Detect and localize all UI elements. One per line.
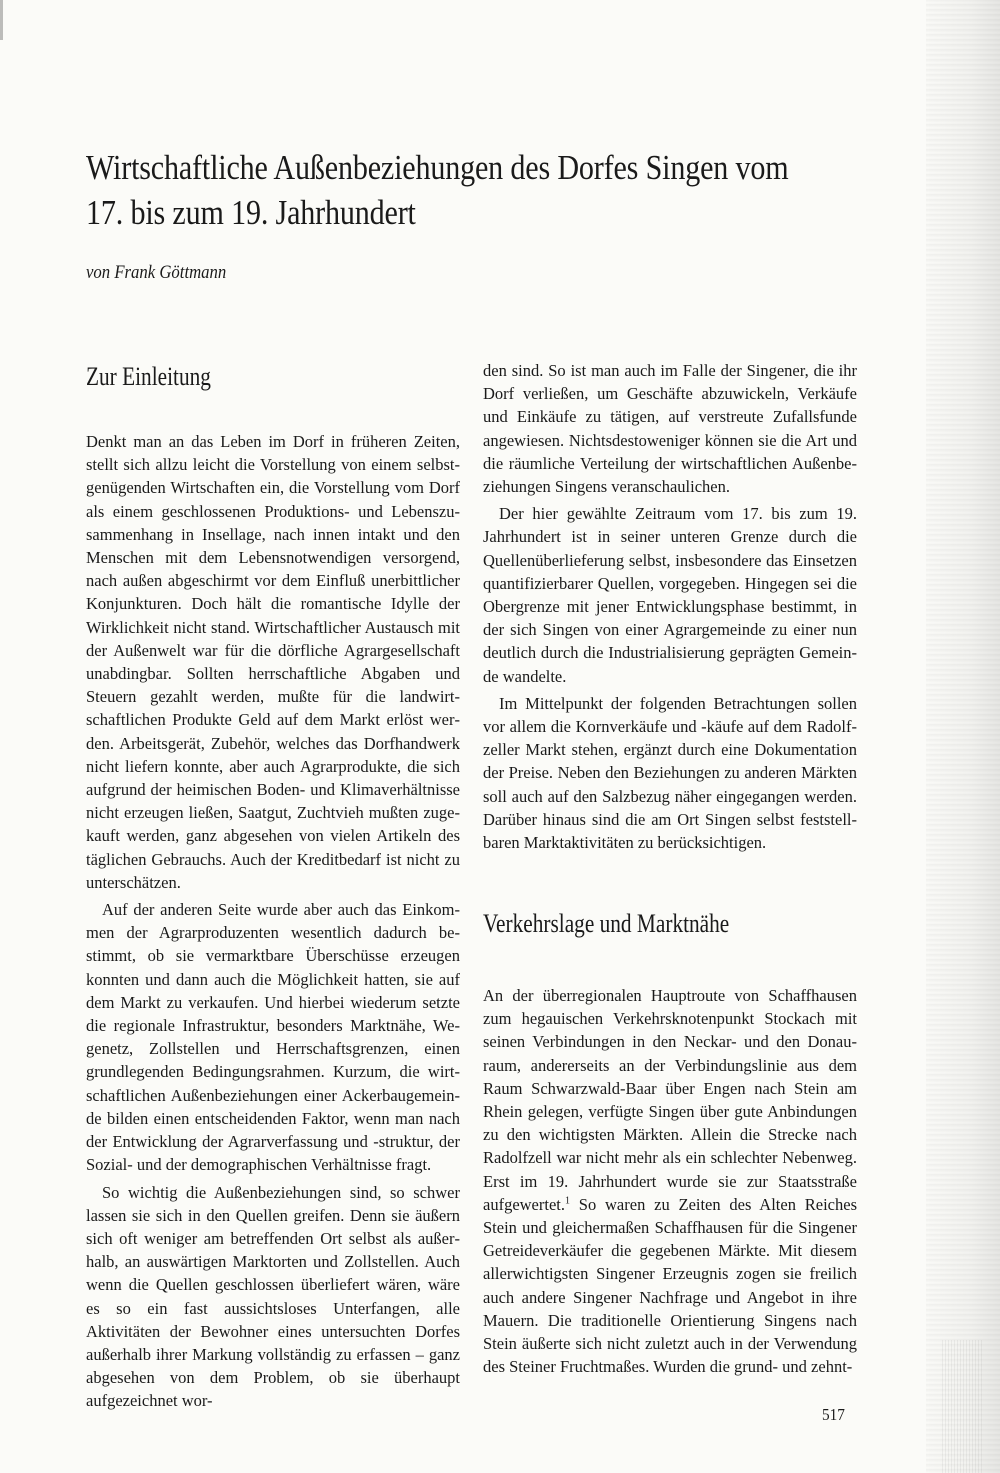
- paragraph: [483, 984, 857, 1378]
- paragraph: So wichtig die Außenbeziehungen sind, so schwer lassen sie sich in den Quellen greifen. Denn sie äußern sich oft weniger am betreffenden Ort selbst als außerhalb, an auswärtigen Marktorten und Zollstellen. Auch wenn die Quellen geschlossen überliefert wären, wäre es so ein fast aussichtsloses Unterfangen, alle Aktivitäten der Bewohner eines untersuchten Dorfes außerhalb ihrer Markung vollständig zu erfassen – ganz abgesehen von dem Problem, ob sie überhaupt aufgezeichnet wor-: [86, 1182, 460, 1411]
- scan-edge-noise: [942, 1340, 982, 1473]
- paragraph: Auf der anderen Seite wurde aber auch das Einkommen der Agrarproduzenten wesentlich dadurch bestimmt, ob sie vermarktbare Überschüsse erzeugen konnten und dann auch die Möglichkeit hatten, sie auf dem Markt zu verkaufen. Und hierbei wiederum setzte die regionale Infrastruktur, besonders Marktnähe, Wegenetz, Zollstellen und Herrschaftsgrenzen, einen grundlegenden Bedingungsrahmen. Kurzum, die wirtschaftlichen Außenbeziehungen einer Ackerbaugemeinde bilden einen entscheidenden Faktor, wenn man nach der Entwicklung der Agrarverfassung und -struktur, der Sozial- und der demographischen Verhältnisse fragt.: [86, 900, 460, 1175]
- paragraph: den sind. So ist man auch im Falle der Singener, die ihr Dorf verließen, um Geschäfte abzuwickeln, Verkäufe und Einkäufe zu tätigen, auf verstreute Zufallsfunde angewiesen. Nichtsdestoweniger können sie die Art und die räumliche Verteilung der wirtschaftlichen Außenbeziehungen Singens veranschaulichen.: [483, 361, 857, 497]
- footnote-marker: 1: [565, 1195, 570, 1207]
- article-title: [86, 145, 789, 235]
- scan-edge-shadow: [926, 0, 1000, 1473]
- section-heading-traffic: Verkehrslage und Marktnähe: [483, 909, 730, 938]
- scan-edge-mark: [0, 0, 3, 40]
- left-column-text: [86, 430, 460, 1417]
- section-heading-introduction: Zur Einleitung: [86, 362, 211, 391]
- right-column-text-bottom: [483, 984, 857, 1382]
- paragraph-text: So waren zu Zeiten des Alten Reiches Stein und gleichermaßen Schaffhausen für die Singener Getreideverkäufer die gegebenen Märkte. Mit diesem allerwichtigsten Singener Erzeugnis zogen sie freilich auch andere Singener Nachfrage und Angebot in ihre Mauern. Die traditionelle Orientierung Singens nach Stein äußerte sich nicht zuletzt auch in der Verwendung des Steiner Fruchtmaßes. Wurden die grund- und zehnt-: [483, 1194, 857, 1377]
- article-title-line-1: Wirtschaftliche Außenbeziehungen des Dorfes Singen vom: [86, 148, 789, 187]
- author-byline: von Frank Göttmann: [86, 262, 227, 283]
- right-column-text-top: [483, 359, 857, 858]
- paragraph: Der hier gewählte Zeitraum vom 17. bis zum 19. Jahrhundert ist in seiner unteren Grenze durch die Quellenüberlieferung selbst, insbesondere das Einsetzen quantifizierbarer Quellen, vorgegeben. Hingegen sei die Obergrenze mit jener Entwicklungsphase bestimmt, in der sich Singen von einer Agrargemeinde zu einer nun deutlich durch die Industrialisierung geprägten Gemeinde wandelte.: [483, 504, 857, 686]
- paragraph: Denkt man an das Leben im Dorf in früheren Zeiten, stellt sich allzu leicht die Vorstellung von einem selbstgenügenden Wirtschaften ein, die Vorstellung vom Dorf als einem geschlossenen Produktions- und Lebenszusammenhang in Insellage, nach innen intakt und den Menschen mit dem Lebensnotwendigen versorgend, nach außen abgeschirmt vor dem Einfluß unerbittlicher Konjunkturen. Doch hält die romantische Idylle der Wirklichkeit nicht stand. Wirtschaftlicher Austausch mit der Außenwelt war für die dörfliche Agrargesellschaft unabdingbar. Sollten herrschaftliche Abgaben und Steuern gezahlt werden, mußte für die landwirtschaftlichen Produkte Geld auf dem Markt erlöst werden. Arbeitsgerät, Zubehör, welches das Dorfhandwerk nicht liefern konnte, aber auch Agrarprodukte, die sich aufgrund der heimischen Boden- und Klimaverhältnisse nicht erzeugen ließen, Saatgut, Zuchtvieh mußten zugekauft werden, ganz abgesehen von vielen Artikeln des täglichen Gebrauchs. Auch der Kreditbedarf ist nicht zu unterschätzen.: [86, 432, 460, 892]
- paragraph-text: An der überregionalen Hauptroute von Schaffhausen zum hegauischen Verkehrsknotenpunkt Stockach mit seinen Verbindungen in den Neckar- und den Donauraum, andererseits an der Verbindungslinie aus dem Raum Schwarzwald-Baar über Engen nach Stein am Rhein gelegen, verfügte Singen über gute Anbindungen zu den wichtigsten Märkten. Allein die Strecke nach Radolfzell war nicht mehr als ein schlechter Nebenweg. Erst im 19. Jahrhundert wurde sie zur Staatsstraße aufgewertet.: [483, 986, 857, 1214]
- article-title-line-2: 17. bis zum 19. Jahrhundert: [86, 193, 416, 232]
- page-number: 517: [822, 1405, 845, 1424]
- paragraph: Im Mittelpunkt der folgenden Betrachtungen sollen vor allem die Kornverkäufe und -käufe auf dem Radolfzeller Markt stehen, ergänzt durch eine Dokumentation der Preise. Neben den Beziehungen zu anderen Märkten soll auch auf den Salzbezug näher eingegangen werden. Darüber hinaus sind die am Ort Singen selbst feststellbaren Marktaktivitäten zu berücksichtigen.: [483, 693, 857, 853]
